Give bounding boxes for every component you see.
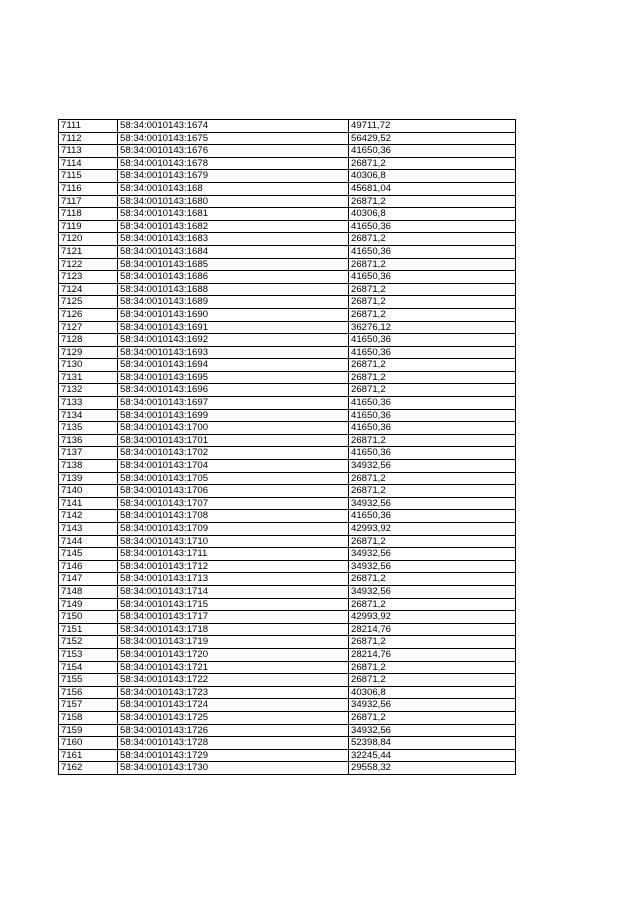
row-number-cell: 7111 [59,120,118,133]
row-number-cell: 7127 [59,321,118,334]
table-row [59,749,516,762]
table-row [59,636,516,649]
value-cell: 56429,52 [349,132,516,145]
value-cell: 26871,2 [349,296,516,309]
cadastral-number-cell: 58:34:0010143:1701 [118,434,349,447]
table-row [59,308,516,321]
table-row [59,460,516,473]
table-row [59,737,516,750]
row-number-cell: 7133 [59,397,118,410]
table-row [59,384,516,397]
value-cell: 40306,8 [349,686,516,699]
cadastral-number-cell: 58:34:0010143:1729 [118,749,349,762]
value-cell: 26871,2 [349,535,516,548]
table-row [59,296,516,309]
cadastral-number-cell: 58:34:0010143:1725 [118,711,349,724]
row-number-cell: 7148 [59,585,118,598]
table-row [59,233,516,246]
cadastral-number-cell: 58:34:0010143:1699 [118,409,349,422]
table-row [59,170,516,183]
cadastral-number-cell: 58:34:0010143:1709 [118,523,349,536]
table-row [59,535,516,548]
cadastral-number-cell: 58:34:0010143:168 [118,182,349,195]
value-cell: 29558,32 [349,762,516,775]
row-number-cell: 7119 [59,220,118,233]
cadastral-number-cell: 58:34:0010143:1711 [118,548,349,561]
row-number-cell: 7146 [59,560,118,573]
value-cell: 34932,56 [349,548,516,561]
row-number-cell: 7139 [59,472,118,485]
table-row [59,409,516,422]
value-cell: 26871,2 [349,485,516,498]
value-cell: 26871,2 [349,598,516,611]
cadastral-number-cell: 58:34:0010143:1684 [118,245,349,258]
value-cell: 26871,2 [349,472,516,485]
table-row [59,447,516,460]
row-number-cell: 7112 [59,132,118,145]
row-number-cell: 7122 [59,258,118,271]
table-row [59,724,516,737]
table-row [59,548,516,561]
value-cell: 26871,2 [349,308,516,321]
row-number-cell: 7141 [59,497,118,510]
cadastral-number-cell: 58:34:0010143:1702 [118,447,349,460]
row-number-cell: 7151 [59,623,118,636]
cadastral-number-cell: 58:34:0010143:1706 [118,485,349,498]
table-row [59,195,516,208]
table-row [59,762,516,775]
table-row [59,397,516,410]
cadastral-number-cell: 58:34:0010143:1722 [118,674,349,687]
table-body [59,120,516,775]
row-number-cell: 7144 [59,535,118,548]
table-row [59,283,516,296]
cadastral-number-cell: 58:34:0010143:1715 [118,598,349,611]
cadastral-number-cell: 58:34:0010143:1695 [118,371,349,384]
row-number-cell: 7147 [59,573,118,586]
row-number-cell: 7114 [59,157,118,170]
value-cell: 41650,36 [349,145,516,158]
row-number-cell: 7128 [59,334,118,347]
value-cell: 41650,36 [349,346,516,359]
value-cell: 34932,56 [349,724,516,737]
row-number-cell: 7113 [59,145,118,158]
row-number-cell: 7134 [59,409,118,422]
row-number-cell: 7162 [59,762,118,775]
cadastral-number-cell: 58:34:0010143:1674 [118,120,349,133]
value-cell: 26871,2 [349,711,516,724]
cadastral-number-cell: 58:34:0010143:1686 [118,271,349,284]
value-cell: 40306,8 [349,208,516,221]
value-cell: 34932,56 [349,585,516,598]
table-row [59,497,516,510]
row-number-cell: 7118 [59,208,118,221]
cadastral-number-cell: 58:34:0010143:1679 [118,170,349,183]
table-row [59,346,516,359]
table-row [59,258,516,271]
table-row [59,711,516,724]
row-number-cell: 7132 [59,384,118,397]
table-row [59,271,516,284]
row-number-cell: 7121 [59,245,118,258]
table-row [59,422,516,435]
row-number-cell: 7157 [59,699,118,712]
table-row [59,208,516,221]
row-number-cell: 7120 [59,233,118,246]
row-number-cell: 7142 [59,510,118,523]
row-number-cell: 7136 [59,434,118,447]
row-number-cell: 7129 [59,346,118,359]
row-number-cell: 7154 [59,661,118,674]
cadastral-number-cell: 58:34:0010143:1690 [118,308,349,321]
cadastral-number-cell: 58:34:0010143:1707 [118,497,349,510]
cadastral-number-cell: 58:34:0010143:1708 [118,510,349,523]
row-number-cell: 7152 [59,636,118,649]
table-row [59,686,516,699]
cadastral-number-cell: 58:34:0010143:1694 [118,359,349,372]
value-cell: 36276,12 [349,321,516,334]
value-cell: 26871,2 [349,371,516,384]
table-row [59,371,516,384]
table-row [59,245,516,258]
row-number-cell: 7130 [59,359,118,372]
cadastral-number-cell: 58:34:0010143:1728 [118,737,349,750]
table-row [59,648,516,661]
cadastral-number-cell: 58:34:0010143:1705 [118,472,349,485]
value-cell: 26871,2 [349,359,516,372]
value-cell: 34932,56 [349,460,516,473]
table-row [59,485,516,498]
value-cell: 41650,36 [349,510,516,523]
row-number-cell: 7158 [59,711,118,724]
cadastral-number-cell: 58:34:0010143:1682 [118,220,349,233]
value-cell: 41650,36 [349,447,516,460]
value-cell: 26871,2 [349,233,516,246]
cadastral-number-cell: 58:34:0010143:1688 [118,283,349,296]
value-cell: 26871,2 [349,661,516,674]
value-cell: 42993,92 [349,523,516,536]
table-row [59,573,516,586]
value-cell: 26871,2 [349,384,516,397]
cadastral-number-cell: 58:34:0010143:1723 [118,686,349,699]
table-row [59,674,516,687]
row-number-cell: 7150 [59,611,118,624]
cadastral-number-cell: 58:34:0010143:1692 [118,334,349,347]
document-table-container [58,119,515,775]
row-number-cell: 7115 [59,170,118,183]
value-cell: 34932,56 [349,497,516,510]
cadastral-number-cell: 58:34:0010143:1710 [118,535,349,548]
table-row [59,321,516,334]
row-number-cell: 7124 [59,283,118,296]
value-cell: 34932,56 [349,560,516,573]
value-cell: 40306,8 [349,170,516,183]
cadastral-number-cell: 58:34:0010143:1676 [118,145,349,158]
value-cell: 41650,36 [349,220,516,233]
value-cell: 26871,2 [349,283,516,296]
cadastral-number-cell: 58:34:0010143:1691 [118,321,349,334]
cadastral-number-cell: 58:34:0010143:1675 [118,132,349,145]
row-number-cell: 7155 [59,674,118,687]
cadastral-number-cell: 58:34:0010143:1678 [118,157,349,170]
table-row [59,611,516,624]
cadastral-number-cell: 58:34:0010143:1697 [118,397,349,410]
table-row [59,120,516,133]
table-row [59,132,516,145]
value-cell: 41650,36 [349,409,516,422]
table-row [59,560,516,573]
value-cell: 28214,76 [349,648,516,661]
row-number-cell: 7149 [59,598,118,611]
row-number-cell: 7138 [59,460,118,473]
value-cell: 41650,36 [349,271,516,284]
row-number-cell: 7126 [59,308,118,321]
cadastral-number-cell: 58:34:0010143:1681 [118,208,349,221]
cadastral-number-cell: 58:34:0010143:1718 [118,623,349,636]
value-cell: 41650,36 [349,334,516,347]
value-cell: 49711,72 [349,120,516,133]
table-row [59,182,516,195]
value-cell: 26871,2 [349,434,516,447]
cadastral-number-cell: 58:34:0010143:1693 [118,346,349,359]
cadastral-number-cell: 58:34:0010143:1721 [118,661,349,674]
cadastral-number-cell: 58:34:0010143:1696 [118,384,349,397]
value-cell: 41650,36 [349,397,516,410]
row-number-cell: 7131 [59,371,118,384]
cadastral-number-cell: 58:34:0010143:1730 [118,762,349,775]
row-number-cell: 7161 [59,749,118,762]
cadastral-number-cell: 58:34:0010143:1717 [118,611,349,624]
cadastral-number-cell: 58:34:0010143:1720 [118,648,349,661]
table-row [59,157,516,170]
value-cell: 28214,76 [349,623,516,636]
row-number-cell: 7153 [59,648,118,661]
row-number-cell: 7145 [59,548,118,561]
row-number-cell: 7159 [59,724,118,737]
value-cell: 26871,2 [349,674,516,687]
table-row [59,623,516,636]
cadastral-number-cell: 58:34:0010143:1712 [118,560,349,573]
cadastral-number-cell: 58:34:0010143:1685 [118,258,349,271]
row-number-cell: 7160 [59,737,118,750]
data-table [58,119,516,775]
table-row [59,585,516,598]
table-row [59,220,516,233]
table-row [59,699,516,712]
table-row [59,434,516,447]
table-row [59,145,516,158]
value-cell: 26871,2 [349,258,516,271]
cadastral-number-cell: 58:34:0010143:1719 [118,636,349,649]
value-cell: 26871,2 [349,573,516,586]
row-number-cell: 7125 [59,296,118,309]
value-cell: 45681,04 [349,182,516,195]
row-number-cell: 7143 [59,523,118,536]
value-cell: 26871,2 [349,636,516,649]
row-number-cell: 7156 [59,686,118,699]
cadastral-number-cell: 58:34:0010143:1689 [118,296,349,309]
row-number-cell: 7140 [59,485,118,498]
table-row [59,510,516,523]
value-cell: 42993,92 [349,611,516,624]
cadastral-number-cell: 58:34:0010143:1680 [118,195,349,208]
row-number-cell: 7117 [59,195,118,208]
cadastral-number-cell: 58:34:0010143:1724 [118,699,349,712]
table-row [59,661,516,674]
table-row [59,598,516,611]
value-cell: 52398,84 [349,737,516,750]
value-cell: 41650,36 [349,422,516,435]
value-cell: 26871,2 [349,157,516,170]
table-row [59,334,516,347]
cadastral-number-cell: 58:34:0010143:1704 [118,460,349,473]
value-cell: 41650,36 [349,245,516,258]
row-number-cell: 7135 [59,422,118,435]
table-row [59,359,516,372]
table-row [59,523,516,536]
cadastral-number-cell: 58:34:0010143:1726 [118,724,349,737]
value-cell: 32245,44 [349,749,516,762]
cadastral-number-cell: 58:34:0010143:1713 [118,573,349,586]
row-number-cell: 7123 [59,271,118,284]
value-cell: 34932,56 [349,699,516,712]
row-number-cell: 7137 [59,447,118,460]
value-cell: 26871,2 [349,195,516,208]
cadastral-number-cell: 58:34:0010143:1683 [118,233,349,246]
cadastral-number-cell: 58:34:0010143:1714 [118,585,349,598]
row-number-cell: 7116 [59,182,118,195]
table-row [59,472,516,485]
cadastral-number-cell: 58:34:0010143:1700 [118,422,349,435]
